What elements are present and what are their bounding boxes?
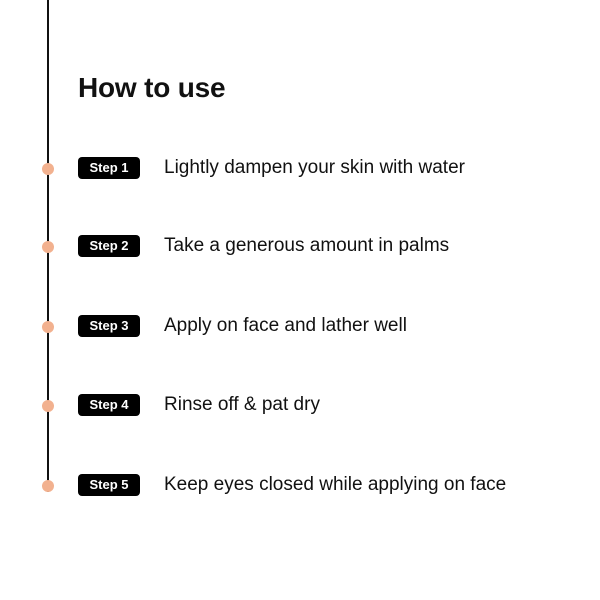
step-instruction: Apply on face and lather well xyxy=(164,315,407,336)
step-row xyxy=(0,155,600,183)
step-badge: Step 3 xyxy=(78,315,140,337)
step-badge: Step 5 xyxy=(78,474,140,496)
step-row xyxy=(0,313,600,341)
step-row xyxy=(0,392,600,420)
step-instruction: Keep eyes closed while applying on face xyxy=(164,474,507,495)
timeline-dot-icon xyxy=(42,163,54,175)
timeline-dot-icon xyxy=(42,480,54,492)
step-badge: Step 1 xyxy=(78,157,140,179)
step-instruction: Rinse off & pat dry xyxy=(164,394,320,415)
step-badge: Step 4 xyxy=(78,394,140,416)
step-instruction: Take a generous amount in palms xyxy=(164,235,450,256)
page-title: How to use xyxy=(78,72,226,103)
timeline-dot-icon xyxy=(42,321,54,333)
timeline-dot-icon xyxy=(42,241,54,253)
step-badge: Step 2 xyxy=(78,235,140,257)
step-row xyxy=(0,233,600,261)
step-row xyxy=(0,472,600,500)
step-instruction: Lightly dampen your skin with water xyxy=(164,157,465,178)
timeline-dot-icon xyxy=(42,400,54,412)
